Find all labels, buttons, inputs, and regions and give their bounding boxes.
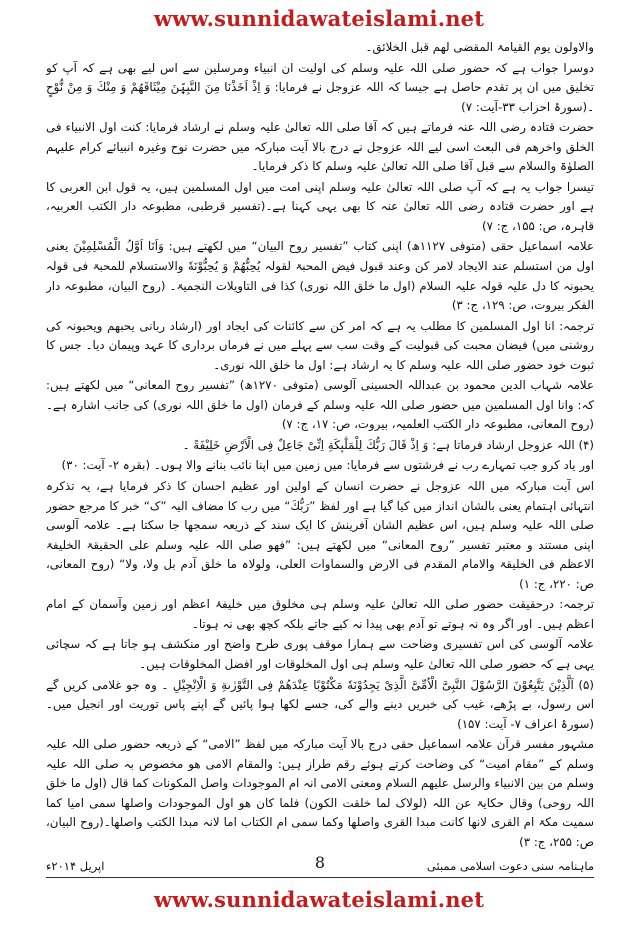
paragraph: اس آیت مبارکہ میں اللہ عزوجل نے حضرت انسان کے اولین اور عظیم احسان کا ذکر فرمایا ہے، یہ تذکرہ انتہائی اہتمام یعنی بالشان انداز میں کیا گیا ہے اور لفظ ”رَبُّكَ“ میں رب کا مضاف الیہ ”ک“ خبر کا مرجع حضور صلی اللہ علیہ وسلم ہیں، اس عظیم الشان آفرینش کا ایک سند کے ذریعہ سمجھا جا سکتا ہے۔ علامہ آلوسی اپنی مستند و معتبر تفسیر ”روح المعانی“ میں لکھتے ہیں: ”فھو صلی اللہ علیہ وسلم علی الحقیقۃ الخلیفۃ الاعظم فی الخلیقۃ والامام المقدم فی الارض والسماوات العلی، ولولاہ ما خلق آدم بل ولا، ولا“ (روح المعانی، ص: ۲۲۰، ج: ۱) bbox=[46, 479, 594, 591]
paragraph: علامہ آلوسی کی اس تفسیری وضاحت سے ہمارا موقف پوری طرح واضح اور منکشف ہو جاتا ہے کہ سچائی یہی ہے کہ حضور صلی اللہ تعالیٰ علیہ وسلم ہی اول المخلوقات اور افضل المخلوقات ہیں۔ bbox=[46, 637, 594, 671]
paragraph: (۵) اَلَّذِیْنَ یَتَّبِعُوْنَ الرَّسُوْلَ النَّبِیَّ الْاُمِّیَّ الَّذِیْ یَجِدُوْنَهٗ مَكْتُوْبًا عِنْدَهُمْ فِی التَّوْرٰىةِ وَ الْاِنْجِیْلِ ۔ وہ جو غلامی کریں گے اس رسول، بے پڑھے، غیب کی خبریں دینے والے کی، جسے لکھا ہوا پائیں گے اپنے پاس توریت اور انجیل میں۔(سورۂ اعراف ۷- آیت: ۱۵۷) bbox=[46, 677, 594, 731]
paragraph: اور یاد کرو جب تمہارے رب نے فرشتوں سے فرمایا: میں زمین میں اپنا نائب بنانے والا ہوں۔ (بقرہ ۲- آیت: ۳۰) bbox=[61, 458, 594, 473]
website-url-header[interactable]: www.sunnidawateislami.net bbox=[153, 6, 485, 31]
footer-divider bbox=[46, 877, 594, 878]
paragraph: مشہور مفسر قرآن علامہ اسماعیل حقی درج بالا آیت مبارکہ میں لفظ ”الامی“ کے ذریعہ حضور صلی اللہ علیہ وسلم کے ”مقام امیت“ کی وضاحت کرتے ہوئے رقم طراز ہیں: والمقام الامی ھو مخصوص بہ صلی اللہ علیہ وسلم من بین الانبیاء والرسل علیھم السلام ومعنی الامی انہ ام الموجودات واصل المکونات کما قال (اول ما خلق اللہ روحی) وقال حکایۃ عن اللہ (لولاک لما خلقت الکون) فلما کان ھو اول الموجودات واصلھا سمی امیا کما سمیت مکۃ ام القری لانھا کانت مبدا القری واصلھا وکما سمی ام الکتاب اما لانہ مبدا الکتب واصلھا۔(روح البیان، ص: ۲۵۵، ج: ۳) bbox=[46, 737, 594, 849]
paragraph: ترجمہ: درحقیقت حضور صلی اللہ تعالیٰ علیہ وسلم ہی مخلوق میں خلیفۂ اعظم اور زمین وآسمان کے امام اعظم ہیں۔ اور اگر وہ نہ ہوتے تو آدم بھی پیدا نہ کیے جاتے بلکہ کچھ بھی نہ ہوتا۔ bbox=[46, 597, 594, 631]
paragraph: والاولون یوم القیامۃ المقضی لھم قبل الخلائق۔ bbox=[365, 40, 594, 54]
paragraph: علامہ اسماعیل حقی (متوفی ۱۱۲۷ھ) اپنی کتاب ”تفسیر روح البیان“ میں لکھتے ہیں: وَاَنَا اَوَّلُ الْمُسْلِمِیْنَ یعنی اول من استسلم عند الایجاد لامر کن وعند قبول فیض المحبۃ لقولہ یُحِبُّهُمْ وَ یُحِبُّوْنَهٗ والاستسلام للمحبۃ فی قولہ یحبونہ کا دل علیہ قولہ علیہ السلام (اول ما خلق اللہ نوری) کذا فی التاویلات النجمیۃ۔ (روح البیان، مطبوعہ دار الفکر بیروت، ص: ۱۲۹، ج: ۳) bbox=[46, 239, 594, 313]
article-body bbox=[46, 38, 594, 850]
paragraph: تیسرا جواب یہ ہے کہ آپ صلی اللہ تعالیٰ علیہ وسلم اپنی امت میں اول المسلمین ہیں، یہ قول ابن العربی کا ہے اور حضرت قتادہ رضی اللہ تعالیٰ عنہ کا بھی یہی کہنا ہے۔(تفسیر قرطبی، مطبوعہ دار الکتب العربیہ، قاہرہ، ص: ۱۵۵، ج: ۷) bbox=[46, 179, 594, 233]
magazine-name: ماہنامہ سنی دعوت اسلامی ممبئی bbox=[426, 859, 594, 873]
paragraph: حضرت قتادہ رضی اللہ عنہ فرماتے ہیں کہ آقا صلی اللہ تعالیٰ علیہ وسلم نے ارشاد فرمایا: کنت اول الانبیاء فی الخلق واخرھم فی البعث اسی لیے اللہ عزوجل نے درج بالا آیت مبارکہ میں حضرت نوح وغیرہ انبیائے کرام علیہم الصلوٰۃ والسلام سے قبل آقا صلی اللہ تعالیٰ علیہ وسلم کا ذکر فرمایا۔ bbox=[46, 120, 594, 174]
paragraph: دوسرا جواب ہے کہ حضور صلی اللہ علیہ وسلم کی اولیت ان انبیاء ومرسلین سے اس لیے بھی ہے کہ آپ کو تخلیق میں ان پر تقدم حاصل ہے جیسا کہ اللہ عزوجل نے فرمایا: وَ اِذْ اَخَذْنَا مِنَ النَّبِیّٖنَ مِیْثَاقَهُمْ وَ مِنْكَ وَ مِنْ نُّوْحٍ ۔(سورۂ احزاب ۳۳-آیت: ۷) bbox=[46, 60, 594, 114]
page-number: 8 bbox=[314, 853, 326, 872]
website-url-footer[interactable]: www.sunnidawateislami.net bbox=[153, 887, 485, 912]
paragraph: علامہ شہاب الدین محمود بن عبداللہ الحسینی آلوسی (متوفی ۱۲۷۰ھ) ”تفسیر روح المعانی“ میں لکھتے ہیں: کہ: وانا اول المسلمین میں حضور صلی اللہ علیہ وسلم کے فرمان (اول ما خلق اللہ نوری) کی جانب اشارہ ہے۔(روح المعانی، مطبوعہ دار الکتب العلمیہ، بیروت، ص: ۱۷، ج: ۷) bbox=[46, 378, 594, 432]
page-footer bbox=[46, 853, 594, 879]
issue-date: اپریل ۲۰۱۴ء bbox=[46, 859, 105, 873]
paragraph: (۴) اللہ عزوجل ارشاد فرماتا ہے: وَ اِذْ قَالَ رَبُّكَ لِلْمَلٰٓىٕكَةِ اِنِّیْ جَاعِلٌ فِی الْاَرْضِ خَلِیْفَةً ۔ bbox=[182, 437, 594, 452]
paragraph: ترجمہ: انا اول المسلمین کا مطلب یہ ہے کہ امر کن سے کائنات کی ایجاد اور (ارشاد ربانی یحبھم ویحبونہ کی روشنی میں) فیضان محبت کی قبولیت کے وقت سب سے پہلے میں نے فرماں برداری کا عہد وپیمان دیا۔ جس کا ثبوت خود حضور صلی اللہ علیہ وسلم کا یہ ارشاد ہے: اول ما خلق اللہ نوری۔ bbox=[46, 318, 594, 372]
